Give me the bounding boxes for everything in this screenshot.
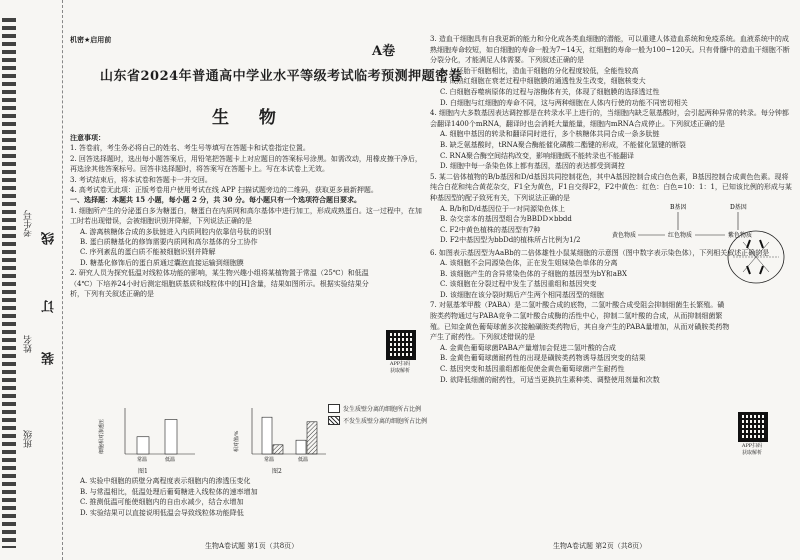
qr-caption: APP扫码 获取解析 [389,361,411,374]
figure-legend [328,404,427,425]
qr-code[interactable] [738,412,768,442]
question-option: D. 白细胞与红细胞的寿命不同，这与两种细胞在人体内行使的功能不同密切相关 [440,98,688,107]
exam-title: 山东省2024年普通高中学业水平等级考试临考预测押题密卷 [100,69,463,84]
notes-heading: 注意事项： [70,133,105,142]
legend-item: 发生质壁分离的细胞所占比例 [328,404,427,413]
question-option: A. 该细胞不会同源染色体，正在发生姐妹染色单体的分离 [440,259,618,268]
legend-item: 不发生质壁分离的细胞所占比例 [328,416,427,425]
y-axis-label: 相对值/% [234,430,240,452]
question-option: B. 杂交亲本的基因型组合为BBDD×bbdd [440,215,572,224]
question-option: A. B/b和D/d基因位于一对同源染色体上 [440,204,565,213]
question-stem: 7. 对氨基苯甲酸（PABA）是二氢叶酸合成的底物，二氢叶酸合成受阻会抑制细菌生长繁殖。磺胺类药物通过与PABA竞争二氢叶酸合成酶的活性中心，抑制二氢叶酸的合成，从而抑制细菌繁殖。已知金黄色葡萄球菌多次接触磺胺类药物后，其自身产生的PABA量增加，从而对磺胺类药物产生了耐药性。下列叙述错误的是 [430,301,730,342]
question-option: C. F2中黄色植株的基因型有7种 [440,225,541,234]
right-column [430,34,792,554]
question-stem: 1. 细胞所产生的分泌蛋白多为糖蛋白，糖蛋白在内质网和高尔基体中进行加工，形成成熟蛋白。这一过程中，在加工时若出现错误，会被细胞识别并降解，下列说法正确的是 [70,206,422,226]
left-column [70,133,422,300]
bar [165,420,177,455]
question-option: D. 糖基化修饰后的蛋白质通过囊泡直接运输到细胞膜 [80,258,244,267]
question-option: A. 游离核糖体合成的多肽链进入内质网腔内依靠信号肽的识别 [80,227,272,236]
question-option: B. 金黄色葡萄球菌耐药性的出现是磺胺类药物诱导基因突变的结果 [440,354,646,363]
question-option: B. 与常温相比，低温处理后葡萄糖进入线粒体的速率增加 [80,487,258,496]
question-option: B. 成熟红细胞在衰老过程中细胞膜的通透性发生改变，细胞核变大 [440,77,646,86]
question-option: D. 实验结果可以直接说明低温会导致线粒体功能降低 [80,508,244,517]
q5-options [430,204,600,246]
question-stem: 2. 研究人员为探究低温对线粒体功能的影响，某生物兴趣小组将某植物置于常温（25℃）和低温（4℃）下培养24小时后测定细胞质基质和线粒体中的[H]含量，结果如图所示。根据实验结果分析，下列有关叙述正确的是 [70,269,369,299]
name-label: 姓名 [24,335,34,353]
section-heading: 一、选择题：本题共 15 小题，每小题 2 分，共 30 分。每小题只有一个选项符合题目要求。 [70,195,361,205]
x-tick-label: 低温 [298,457,309,462]
question-option: C. 该细胞在分裂过程中发生了基因重组和基因突变 [440,280,597,289]
figure-1-chart [95,400,205,462]
footer-left: 生物A卷试题 第1页（共8页） [205,542,299,550]
bar [273,445,283,454]
question-stem: 6. 如图表示基因型为AaBb的二倍体雄性小鼠某细胞的示意图（图中数字表示染色体），下列相关叙述正确的是 [430,248,770,257]
bar [262,417,272,454]
question-option: C. 序列紊乱的蛋白质不能被细胞识别并降解 [80,248,216,257]
q2-options [70,476,422,518]
question-option: C. 白细胞吞噬病原体的过程与溶酶体有关，体现了细胞膜的选择透过性 [440,87,660,96]
binding-ding-mark: 订 [42,300,57,313]
question-option: B. 该细胞产生的含异常染色体的子细胞的基因型为bY和aBX [440,269,627,278]
qr-code[interactable] [386,330,416,360]
volume-label: A卷 [372,44,396,59]
pathway-mid: 红色物质 [668,231,693,239]
question-option: D. F2中基因型为bbDd的植株所占比例为1/2 [440,236,581,245]
question-option: A. 与胚胎干细胞相比，造血干细胞的分化程度较低，全能性较高 [440,66,639,75]
figure-2-chart [230,400,330,462]
figure-1-caption: 图1 [138,468,148,475]
exam-no-label: 考生号 [24,210,34,237]
x-tick-label: 常温 [264,457,275,462]
x-tick-label: 低温 [165,457,176,462]
question-stem: 3. 造血干细胞具有自我更新的能力和分化成各类血细胞的潜能，可以重建人体造血系统和免疫系统。血液系统中的成熟细胞寿命较短，如白细胞的寿命一般为7~14天，红细胞的寿命一般为100~120天。只有骨髓中的造血干细胞不断分裂分化，才能满足人体需要。下列叙述正确的是 [430,35,790,65]
footer-right: 生物A卷试题 第2页（共8页） [553,542,647,550]
qr-caption: APP扫码 获取解析 [741,443,763,456]
bar [296,440,306,454]
note-item: 3. 考试结束后，将本试卷和答题卡一并交回。 [70,175,212,184]
gene-b-label: B基因 [670,203,687,211]
pathway-end: 紫色物质 [728,231,753,239]
bar [307,422,317,454]
binding-zhuang-mark: 装 [42,352,57,365]
bar [137,437,149,454]
question-option: B. 蛋白质糖基化的修饰需要内质网和高尔基体的分工协作 [80,238,258,247]
question-option: D. 细胞中每一条染色体上都有基因，基因的表达都受到调控 [440,162,625,171]
x-tick-label: 常温 [137,457,148,462]
binding-margin [0,0,63,560]
question-option: C. 推测低温可能使细胞内的自由水减少，结合水增加 [80,498,244,507]
question-option: C. 基因突变和基因重组都能促使金黄色葡萄球菌产生耐药性 [440,365,625,374]
q6-options [430,258,680,300]
figure-2-caption: 图2 [272,468,282,475]
question-option: B. 缺乏氨基酸时，tRNA聚合酶能催化磷酸二酯键的形成，不能催化氢键的断裂 [440,140,686,149]
confidential-label: 机密★启用前 [70,36,112,44]
binding-line-mark: 线 [42,232,57,245]
question-option: A. 金黄色葡萄球菌PABA产量增加会促进二氢叶酸的合成 [440,343,616,352]
question-option: D. 该细胞在该分裂时期后产生两个相同基因型的细胞 [440,290,604,299]
cell-diagram [725,228,787,286]
class-label: 班级 [24,430,34,448]
subject-title: 生 物 [212,108,288,128]
note-item: 1. 答卷前，考生务必将自己的姓名、考生号等填写在答题卡和试卷指定位置。 [70,144,310,153]
pathway-start: 黄色物质 [612,231,637,239]
question-option: C. RNA聚合酶空间结构改变，影响细胞既不能转录也不能翻译 [440,151,635,160]
y-axis-label: 细胞相对渗透压 [99,418,105,454]
note-item: 4. 高考试卷无此项：正版考卷用户使用考试在线 APP 扫描试题旁边的二维码，获取更多最新押题。 [70,186,378,195]
binding-strip [2,18,16,548]
question-option: A. 细胞中基因的转录和翻译同时进行，多个核糖体共同合成一条多肽链 [440,130,660,139]
question-option: A. 实验中细胞的质壁分离程度表示细胞内的渗透压变化 [80,477,251,485]
question-stem: 5. 某二倍体植物的B/b基因和D/d基因共同控制花色，其中A基因控制合成白色色素，B基因控制合成黄色色素。现将纯合白花和纯合黄花杂交，F1全为黄色，F1自交得F2，F2中黄色：红色：白色=10：1：1，已知该比例的形成与某种基因型的配子致死有关，下列说法正确的是 [430,172,792,202]
gene-d-label: D基因 [730,203,747,211]
question-option: D. 欲降低细菌的耐药性，可适当更换抗生素种类、调整使用剂量和次数 [440,375,660,384]
question-stem: 4. 细胞内大多数基因表达调控都是在转录水平上进行的，当细胞内缺乏氨基酸时，会引起两种异常的转录。每分钟都会翻译1400个mRNA，翻译时也会消耗大量能量，细胞内mRNA合成停止。下列叙述正确的是 [430,109,789,128]
q6-block [430,258,792,300]
note-item: 2. 回答选择题时，选出每小题答案后，用铅笔把答题卡上对应题目的答案标号涂黑。如需改动，用橡皮擦干净后，再选涂其他答案标号。回答非选择题时，将答案写在答题卡上。写在本试卷上无效。 [70,154,422,174]
